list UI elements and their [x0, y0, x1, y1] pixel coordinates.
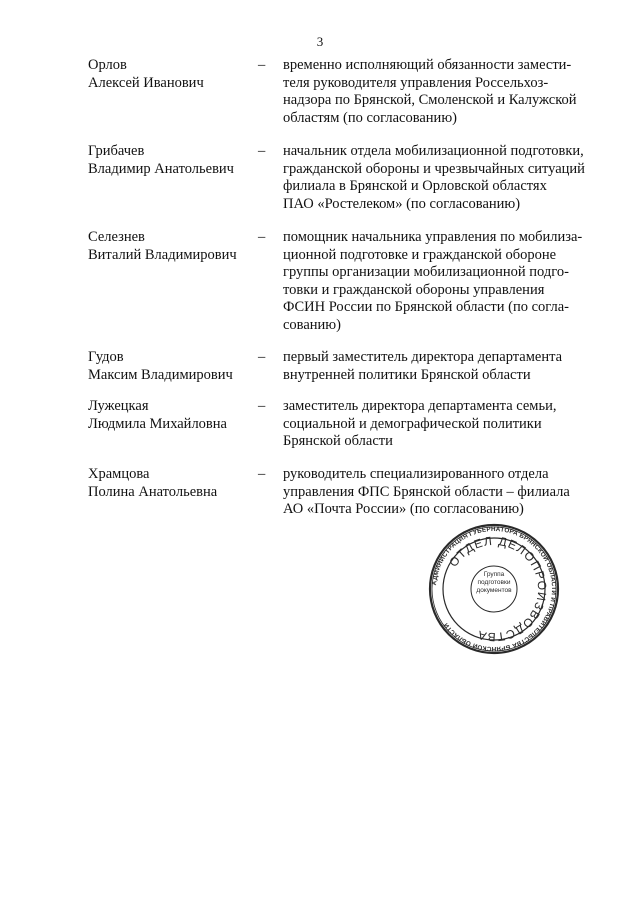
position-line: АО «Почта России» (по согласованию) — [283, 501, 524, 518]
position-line: первый заместитель директора департамента — [283, 349, 563, 365]
dash: – — [258, 398, 266, 414]
position-line: помощник начальника управления по мобилиза- — [283, 229, 583, 245]
position-line: товки и гражданской обороны управления — [283, 281, 545, 298]
person-name — [88, 229, 258, 264]
position-description — [283, 143, 603, 213]
stamp-center-text — [472, 571, 516, 595]
dash: – — [258, 466, 266, 482]
given-names: Алексей Иванович — [88, 74, 204, 91]
given-names: Людмила Михайловна — [88, 415, 227, 432]
position-line: ПАО «Ростелеком» (по согласованию) — [283, 195, 521, 212]
surname: Лужецкая — [88, 398, 149, 414]
dash: – — [258, 57, 266, 73]
position-line: теля руководителя управления Россельхоз- — [283, 74, 549, 91]
stamp-outer-text: АДМИНИСТРАЦИЯ ГУБЕРНАТОРА БРЯНСКОЙ ОБЛАСТИ И ПРАВИТЕЛЬСТВА БРЯНСКОЙ ОБЛАСТИ — [431, 525, 558, 653]
stamp-center-line: Группа — [483, 571, 505, 578]
position-line: областям (по согласованию) — [283, 109, 457, 126]
given-names: Максим Владимирович — [88, 366, 233, 383]
person-name — [88, 349, 258, 384]
position-description — [283, 398, 603, 451]
given-names: Полина Анатольевна — [88, 483, 218, 500]
position-line: гражданской обороны и чрезвычайных ситуаций — [283, 160, 585, 177]
given-names: Владимир Анатольевич — [88, 160, 234, 177]
page-number: 3 — [316, 34, 324, 49]
person-name — [88, 57, 258, 92]
stamp-center-line: подготовки — [477, 579, 511, 586]
surname: Селезнев — [88, 229, 145, 245]
position-line: надзора по Брянской, Смоленской и Калужской — [283, 92, 577, 109]
person-name — [88, 466, 258, 501]
stamp-ring-text: ОТДЕЛ ДЕЛОПРОИЗВОДСТВА — [446, 533, 550, 645]
surname: Храмцова — [88, 466, 150, 482]
position-description — [283, 229, 603, 335]
position-line: Брянской области — [283, 433, 393, 450]
given-names: Виталий Владимирович — [88, 246, 237, 263]
position-line: сованию) — [283, 316, 341, 333]
position-line: руководитель специализированного отдела — [283, 466, 549, 482]
position-line: ФСИН России по Брянской области (по согла- — [283, 299, 569, 316]
dash: – — [258, 143, 266, 159]
position-line: временно исполняющий обязанности замести- — [283, 57, 572, 73]
position-line: ционной подготовке и гражданской обороне — [283, 246, 557, 263]
position-line: внутренней политики Брянской области — [283, 366, 531, 383]
stamp-center-line: документов — [476, 587, 512, 594]
dash: – — [258, 229, 266, 245]
position-description — [283, 466, 603, 519]
position-description — [283, 349, 603, 384]
official-stamp — [428, 523, 560, 655]
position-line: начальник отдела мобилизационной подготовки, — [283, 143, 584, 159]
position-line: филиала в Брянской и Орловской областях — [283, 178, 547, 195]
person-name — [88, 398, 258, 433]
position-line: управления ФПС Брянской области – филиала — [283, 483, 570, 500]
surname: Гудов — [88, 349, 124, 365]
position-line: заместитель директора департамента семьи, — [283, 398, 557, 414]
surname: Орлов — [88, 57, 127, 73]
surname: Грибачев — [88, 143, 145, 159]
dash: – — [258, 349, 266, 365]
person-name — [88, 143, 258, 178]
position-description — [283, 57, 603, 127]
position-line: социальной и демографической политики — [283, 415, 542, 432]
position-line: группы организации мобилизационной подго- — [283, 264, 569, 281]
